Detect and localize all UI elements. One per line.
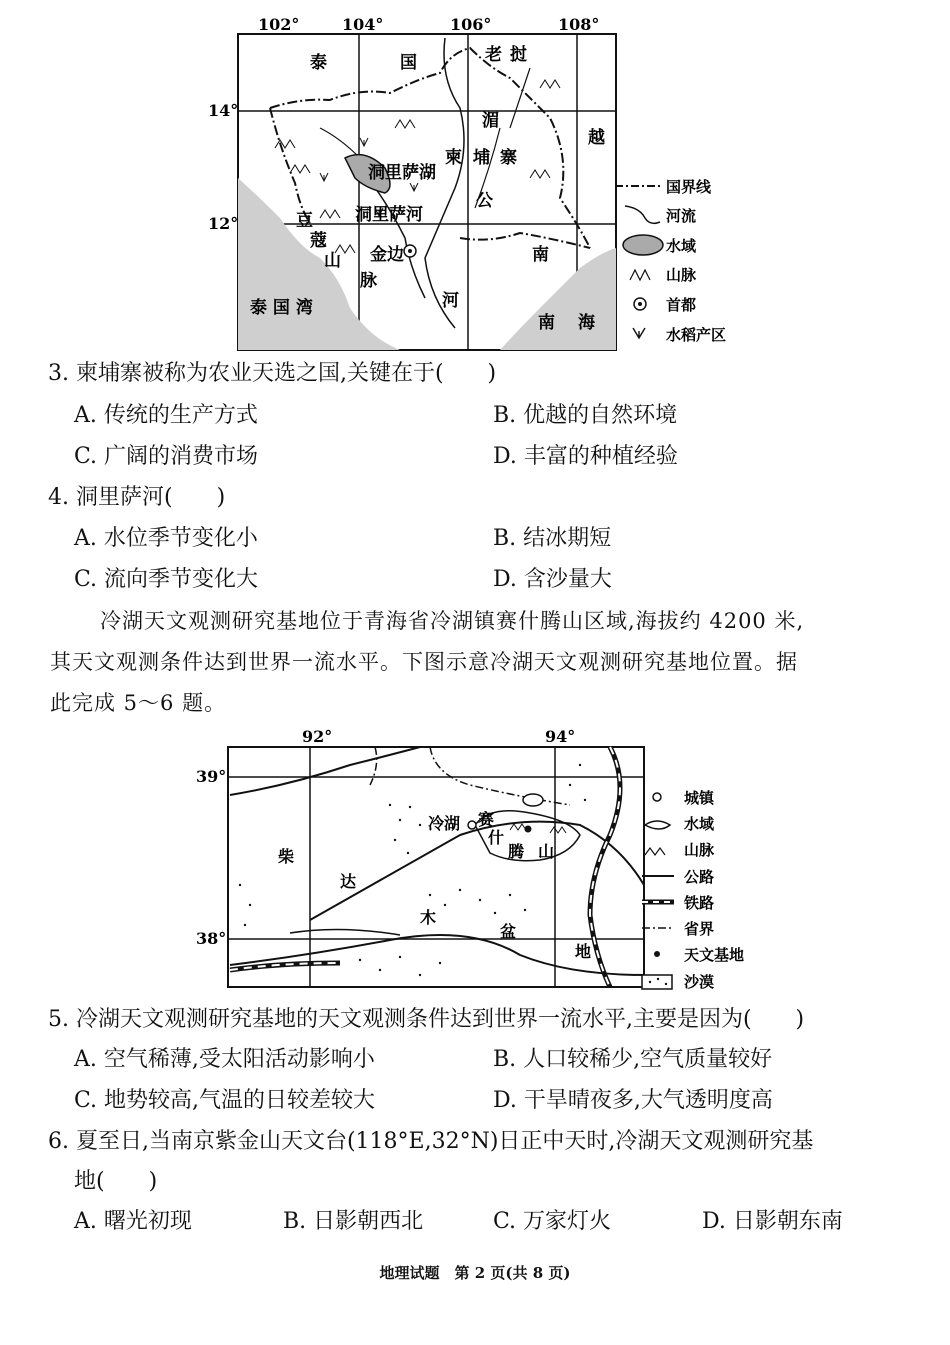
label-mu: 木	[420, 908, 437, 927]
label-river: 洞里萨河	[355, 205, 423, 225]
label-laos-a: 老	[485, 45, 502, 65]
legend-town: 城镇	[684, 789, 715, 807]
q6-stem-line-1: 6. 夏至日,当南京紫金山天文台(118°E,32°N)日正中天时,冷湖天文观测研究基	[48, 1129, 814, 1154]
label-cambodia-b: 埔	[473, 148, 490, 168]
label-capital: 金边	[370, 245, 404, 265]
map2-legend	[642, 789, 744, 991]
passage-line-2: 其天文观测条件达到世界一流水平。下图示意冷湖天文观测研究基地位置。据	[50, 650, 798, 674]
label-lake: 洞里萨湖	[368, 163, 436, 183]
legend-border: 国界线	[666, 178, 712, 196]
lon-label-92: 92°	[302, 727, 333, 746]
label-sea-a: 南	[538, 313, 555, 333]
page-footer: 地理试题 第 2 页(共 8 页)	[379, 1264, 571, 1282]
label-shi: 什	[488, 828, 505, 847]
label-thailand-b: 国	[400, 53, 417, 73]
map1-legend	[615, 178, 726, 344]
legend-water: 水域	[666, 237, 697, 255]
lon-label-94: 94°	[545, 727, 576, 746]
legend-mountain: 山脉	[666, 266, 697, 284]
label-cardamom-a: 豆	[296, 211, 313, 231]
lon-label-104: 104°	[342, 15, 384, 34]
lat-label-12: 12°	[208, 214, 239, 233]
legend-water2: 水域	[684, 815, 715, 833]
map-cambodia	[200, 8, 760, 353]
label-pen: 盆	[500, 922, 517, 941]
q4-option-a[interactable]: A. 水位季节变化小	[74, 526, 258, 551]
map-lenghu	[190, 725, 780, 995]
q5-option-d[interactable]: D. 干旱晴夜多,大气透明度高	[493, 1088, 773, 1113]
label-south: 南	[532, 245, 549, 265]
label-vietnam: 越	[588, 128, 605, 148]
q5-option-c[interactable]: C. 地势较高,气温的日较差较大	[74, 1088, 376, 1113]
legend-capital: 首都	[666, 296, 697, 314]
passage-line-1: 冷湖天文观测研究基地位于青海省冷湖镇赛什腾山区域,海拔约 4200 米,	[100, 609, 805, 633]
q6-option-a[interactable]: A. 曙光初现	[74, 1209, 192, 1234]
q4-option-d[interactable]: D. 含沙量大	[493, 567, 612, 592]
label-gulf: 泰 国 湾	[250, 298, 313, 318]
q6-option-b[interactable]: B. 日影朝西北	[283, 1209, 424, 1234]
lon-label-106: 106°	[450, 15, 492, 34]
label-cardamom-b: 蔻	[310, 231, 327, 251]
q6-stem-line-2: 地( )	[74, 1169, 158, 1194]
q4-stem: 4. 洞里萨河( )	[48, 485, 226, 510]
q6-option-c[interactable]: C. 万家灯火	[493, 1209, 612, 1234]
label-da: 达	[340, 872, 357, 891]
label-teng: 腾	[508, 842, 525, 861]
q3-option-a[interactable]: A. 传统的生产方式	[74, 403, 258, 428]
q3-option-c[interactable]: C. 广阔的消费市场	[74, 444, 259, 469]
label-lenghu: 冷湖	[428, 814, 461, 833]
lat-label-39: 39°	[196, 767, 227, 786]
q5-option-a[interactable]: A. 空气稀薄,受太阳活动影响小	[74, 1047, 375, 1072]
q3-option-d[interactable]: D. 丰富的种植经验	[493, 444, 678, 469]
label-cambodia-a: 柬	[445, 148, 462, 168]
legend-mountain2: 山脉	[684, 841, 715, 859]
q5-option-b[interactable]: B. 人口较稀少,空气质量较好	[493, 1047, 773, 1072]
legend-river: 河流	[666, 207, 697, 225]
label-shan: 山	[538, 842, 555, 861]
label-sai: 赛	[478, 810, 495, 829]
label-chai: 柴	[278, 847, 295, 866]
map-cambodia-svg	[200, 8, 760, 353]
label-sea-b: 海	[578, 313, 595, 333]
legend-railway: 铁路	[684, 894, 715, 912]
q4-option-b[interactable]: B. 结冰期短	[493, 526, 612, 551]
lat-label-14: 14°	[208, 101, 239, 120]
map-lenghu-svg	[190, 725, 780, 995]
label-laos-b: 挝	[510, 45, 527, 65]
label-cardamom-d: 脉	[360, 271, 377, 291]
legend-road: 公路	[684, 868, 715, 886]
q4-option-c[interactable]: C. 流向季节变化大	[74, 567, 259, 592]
label-thailand-a: 泰	[310, 53, 327, 73]
q3-option-b[interactable]: B. 优越的自然环境	[493, 403, 678, 428]
passage-line-3: 此完成 5～6 题。	[50, 691, 227, 715]
label-mekong-b: 公	[476, 191, 493, 211]
q5-stem: 5. 冷湖天文观测研究基地的天文观测条件达到世界一流水平,主要是因为( )	[48, 1007, 805, 1032]
label-di: 地	[575, 942, 592, 961]
legend-rice: 水稻产区	[666, 326, 727, 344]
label-cambodia-c: 寨	[500, 148, 517, 168]
q3-stem: 3. 柬埔寨被称为农业天选之国,关键在于( )	[48, 361, 497, 386]
label-mekong-c: 河	[442, 291, 459, 311]
legend-base: 天文基地	[684, 946, 745, 964]
lat-label-38: 38°	[196, 929, 227, 948]
lon-label-108: 108°	[558, 15, 600, 34]
label-cardamom-c: 山	[324, 251, 341, 271]
legend-desert: 沙漠	[684, 973, 715, 991]
lon-label-102: 102°	[258, 15, 300, 34]
label-mekong-a: 湄	[482, 111, 499, 131]
legend-province: 省界	[684, 920, 715, 938]
q6-option-d[interactable]: D. 日影朝东南	[702, 1209, 843, 1234]
